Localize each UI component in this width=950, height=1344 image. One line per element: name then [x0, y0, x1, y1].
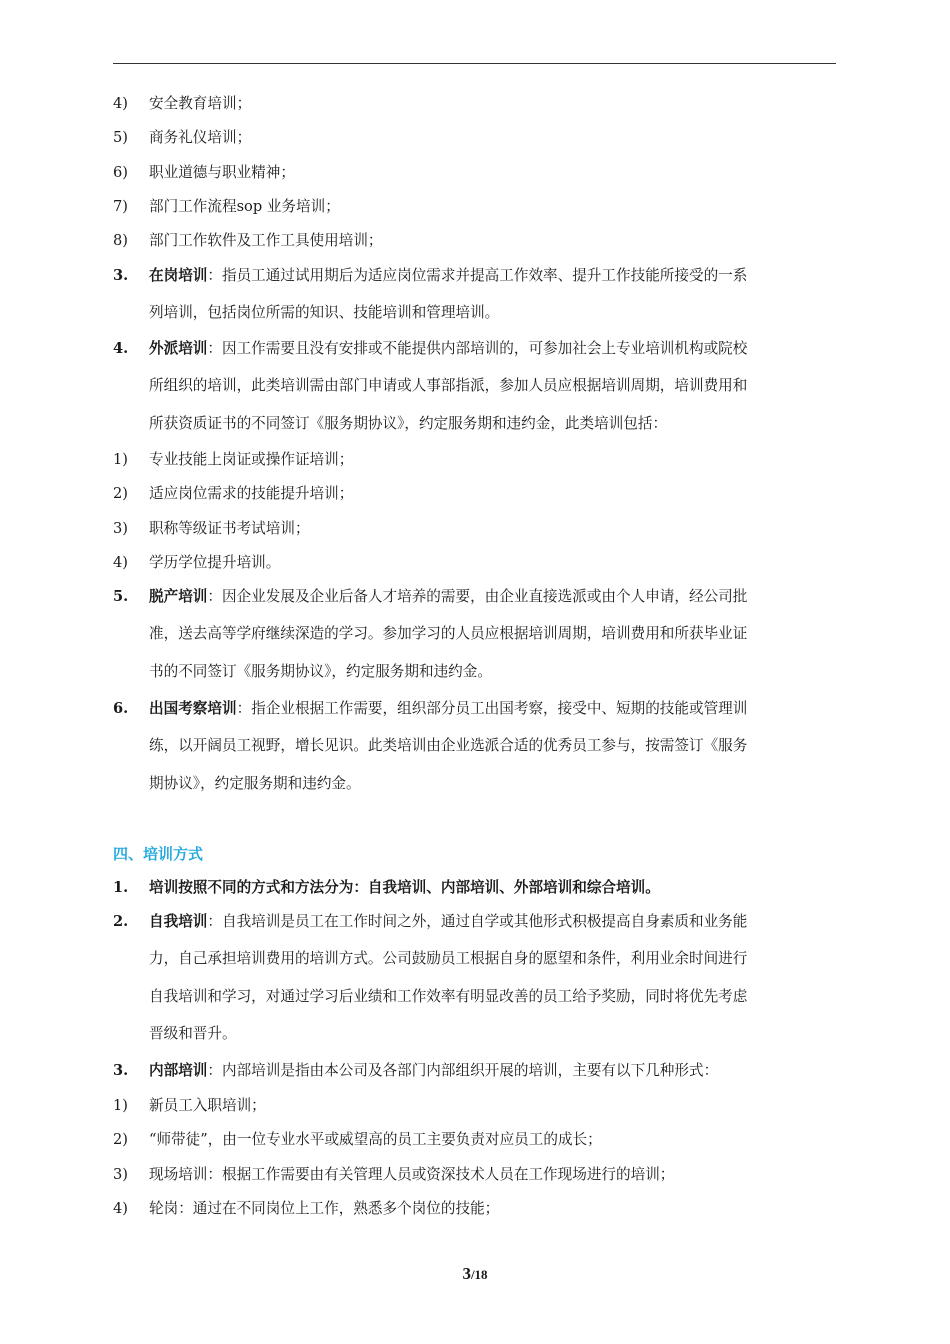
list-number: 4)	[113, 1200, 128, 1217]
page-current: 3	[462, 1264, 471, 1283]
section-heading: 四、培训方式	[113, 845, 204, 863]
paragraph-line: 自我培训和学习，对通过学习后业绩和工作效率有明显改善的员工给予奖励，同时将优先考虑	[149, 988, 748, 1005]
paragraph-line: 准，送去高等学府继续深造的学习。参加学习的人员应根据培训周期，培训费用和所获毕业证	[149, 625, 748, 642]
paragraph-line: ：因工作需要且没有安排或不能提供内部培训的，可参加社会上专业培训机构或院校	[207, 340, 748, 357]
list-text: 部门工作软件及工作工具使用培训；	[149, 232, 383, 249]
paragraph-continuation	[113, 303, 499, 323]
list-text: 学历学位提升培训。	[149, 554, 281, 571]
numbered-paragraph	[113, 699, 836, 719]
header-rule	[113, 63, 836, 64]
list-item	[113, 450, 353, 470]
list-number: 8)	[113, 232, 128, 249]
list-item	[113, 519, 310, 539]
paragraph-line: ：因企业发展及企业后备人才培养的需要，由企业直接选派或由个人申请，经公司批	[207, 588, 748, 605]
list-item	[113, 94, 251, 114]
paragraph-number: 6.	[113, 700, 129, 717]
numbered-paragraph	[113, 878, 836, 898]
paragraph-number: 1.	[113, 879, 129, 896]
paragraph-line: ：指企业根据工作需要，组织部分员工出国考察，接受中、短期的技能或管理训	[236, 700, 748, 717]
list-text: 部门工作流程sop 业务培训；	[149, 198, 340, 215]
list-text: 新员工入职培训；	[149, 1097, 266, 1114]
paragraph-line: 所获资质证书的不同签订《服务期协议》，约定服务期和违约金，此类培训包括：	[149, 415, 668, 432]
list-number: 7)	[113, 198, 128, 215]
numbered-paragraph	[113, 912, 836, 932]
paragraph-number: 3.	[113, 267, 129, 284]
list-item	[113, 553, 280, 573]
list-text: 适应岗位需求的技能提升培训；	[149, 485, 354, 502]
paragraph-line: 期协议》，约定服务期和违约金。	[149, 775, 361, 792]
numbered-paragraph	[113, 1061, 836, 1081]
list-number: 6)	[113, 164, 128, 181]
paragraph-term: 脱产培训	[149, 588, 208, 605]
paragraph-line: ：内部培训是指由本公司及各部门内部组织开展的培训，主要有以下几种形式：	[207, 1062, 719, 1079]
list-item	[113, 128, 251, 148]
list-text: 职称等级证书考试培训；	[149, 520, 310, 537]
list-item	[113, 1165, 674, 1185]
paragraph-line: 力，自己承担培训费用的培训方式。公司鼓励员工根据自身的愿望和条件，利用业余时间进行	[149, 950, 748, 967]
list-item	[113, 163, 295, 183]
paragraph-line: 练，以开阔员工视野，增长见识。此类培训由企业选派合适的优秀员工参与，按需签订《服务	[149, 737, 748, 754]
paragraph-number: 2.	[113, 913, 129, 930]
paragraph-continuation	[113, 624, 747, 644]
page-number	[0, 1264, 950, 1284]
list-item	[113, 1096, 266, 1116]
paragraph-line: 所组织的培训，此类培训需由部门申请或人事部指派，参加人员应根据培训周期，培训费用和	[149, 377, 748, 394]
list-item	[113, 197, 340, 217]
paragraph-continuation	[113, 662, 492, 682]
list-text: 职业道德与职业精神；	[149, 164, 295, 181]
list-number: 4)	[113, 554, 128, 571]
list-number: 1)	[113, 1097, 128, 1114]
list-text: 专业技能上岗证或操作证培训；	[149, 451, 354, 468]
list-number: 4)	[113, 95, 128, 112]
paragraph-line: 列培训，包括岗位所需的知识、技能培训和管理培训。	[149, 304, 500, 321]
paragraph-continuation	[113, 774, 361, 794]
paragraph-term: 在岗培训	[149, 267, 208, 284]
paragraph-number: 4.	[113, 340, 129, 357]
paragraph-term: 出国考察培训	[149, 700, 237, 717]
paragraph-continuation	[113, 376, 747, 396]
list-item	[113, 484, 353, 504]
numbered-paragraph	[113, 339, 836, 359]
paragraph-line: ：自我培训是员工在工作时间之外，通过自学或其他形式积极提高自身素质和业务能	[207, 913, 748, 930]
list-item	[113, 1130, 602, 1150]
paragraph-continuation	[113, 736, 747, 756]
page-total: /18	[470, 1267, 488, 1282]
paragraph-continuation	[113, 987, 747, 1007]
list-number: 2)	[113, 485, 128, 502]
list-number: 3)	[113, 520, 128, 537]
paragraph-term: 内部培训	[149, 1062, 208, 1079]
paragraph-continuation	[113, 1024, 237, 1044]
list-text: 现场培训：根据工作需要由有关管理人员或资深技术人员在工作现场进行的培训；	[149, 1166, 675, 1183]
paragraph-continuation	[113, 949, 747, 969]
paragraph-text: 培训按照不同的方式和方法分为：自我培训、内部培训、外部培训和综合培训。	[149, 879, 660, 896]
list-number: 2)	[113, 1131, 128, 1148]
list-text: 商务礼仪培训；	[149, 129, 252, 146]
list-item	[113, 231, 383, 251]
list-text: 安全教育培训；	[149, 95, 252, 112]
list-item	[113, 1199, 499, 1219]
paragraph-term: 外派培训	[149, 340, 208, 357]
list-number: 3)	[113, 1166, 128, 1183]
list-number: 1)	[113, 451, 128, 468]
paragraph-continuation	[113, 414, 667, 434]
numbered-paragraph	[113, 266, 836, 286]
paragraph-line: ：指员工通过试用期后为适应岗位需求并提高工作效率、提升工作技能所接受的一系	[207, 267, 748, 284]
list-text: 轮岗：通过在不同岗位上工作，熟悉多个岗位的技能；	[149, 1200, 500, 1217]
paragraph-number: 3.	[113, 1062, 129, 1079]
list-text: “师带徒”，由一位专业水平或威望高的员工主要负责对应员工的成长；	[149, 1131, 602, 1148]
paragraph-line: 晋级和晋升。	[149, 1025, 237, 1042]
numbered-paragraph	[113, 587, 836, 607]
list-number: 5)	[113, 129, 128, 146]
paragraph-line: 书的不同签订《服务期协议》，约定服务期和违约金。	[149, 663, 492, 680]
paragraph-number: 5.	[113, 588, 129, 605]
paragraph-term: 自我培训	[149, 913, 208, 930]
